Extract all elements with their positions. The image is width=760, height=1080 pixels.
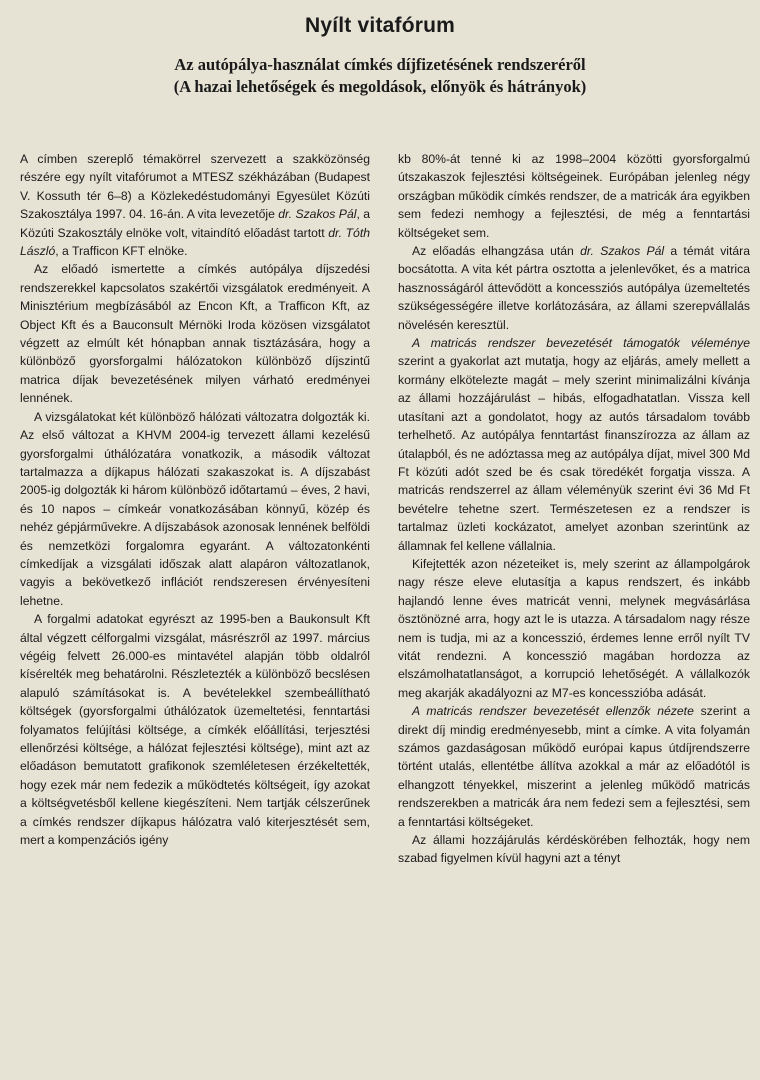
paragraph: Az előadó ismertette a címkés autópálya díjszedési rendszerekkel kapcsolatos szakértői vizsgálatok eredményeit. A Minisztérium megbízásából az Encon Kft, a Trafficon Kft, az Object Kft és a Bauconsult Mérnöki Iroda közösen vizsgálatot végzett az elmúlt két hónapban annak tisztázására, hogy a különböző gyorsforgalmi hálózatokon különböző díjszintű matrica díjak bevezetésének milyen várható eredményei lennének. xyxy=(20,262,370,406)
paragraph: A vizsgálatokat két különböző hálózati változatra dolgozták ki. Az első változat a KHVM 2004-ig tervezett állami kezelésű gyorsforgalmi úthálózatára vonatkozik, a második változat tartalmazza a díjkapus hálózati szakaszokat is. A díjszabást 2005-ig dolgozták ki három különböző időtartamú – éves, 2 havi, és 10 napos – címkeár vonatkozásában könnyű, közép és nehéz gépjárművekre. A díjszabások azonosak lennének belföldi és nemzetközi forgalomra egyaránt. A változatonkénti címkedíjak a vizsgálati időszak alatt alapáron változatlanok, vagyis a bekövetkező inflációt rendszeresen érvényesíteni lehetne. xyxy=(20,409,370,608)
left-column xyxy=(20,150,370,849)
paragraph: A címben szereplő témakörrel szervezett a szakközönség részére egy nyílt vitafórumot a MTESZ székházában (Budapest V. Kossuth tér 6–8) a Közlekedéstudományi Egyesület Közúti Szakosztálya 1997. 04. 16-án. A vita levezetője dr. Szakos Pál, a Közúti Szakosztály elnöke volt, vitaindító előadást tartott dr. Tóth László, a Trafficon KFT elnöke. xyxy=(20,152,371,259)
paragraph: A matricás rendszer bevezetését ellenzők nézete szerint a direkt díj mindig eredményesebb, mint a címke. A vita folyamán számos gazdaságosan működő európai kapus útdíjrendszerre történt utalás, ellentétbe állítva azokkal a már az előadótól is elhangzott tényekkel, miszerint a jelenleg működő matricás rendszerekben a matricák ára nem fedezi sem a fejlesztési, sem a fenntartási költségeket. xyxy=(398,704,750,829)
emphasis: A matricás rendszer bevezetését ellenzők nézete xyxy=(412,704,694,719)
article-title-line-1: Az autópálya-használat címkés díjfizetésének rendszeréről xyxy=(174,55,586,74)
article-title-line-2: (A hazai lehetőségek és megoldások, előnyök és hátrányok) xyxy=(173,77,587,96)
section-heading: Nyílt vitafórum xyxy=(304,14,456,37)
person-name: dr. Szakos Pál xyxy=(580,244,665,259)
paragraph: A matricás rendszer bevezetését támogatók véleménye szerint a gyakorlat azt mutatja, hogy az eljárás, amely mellett a kormány elkötelezte magát – mely szerint minimalizálni kívánja az állami hozzájárulást – hibás, elfogadhatatlan. Vissza kell utasítani azt a gondolatot, hogy az autós társadalom tovább terhelhető. Az autópálya fenntartást finanszírozza az állam az útalapból, és ne adóztassa meg az autópálya díjat, mivel 300 Md Ft közúti adót szed be és csak töredékét forgatja vissza. A matricás rendszerrel az állam véleményük szerint évi 36 Md Ft bevételre tehetne szert. Természetesen ez a rendszer is tartalmaz üzleti kockázatot, amelyet azonban szerintünk az államnak fel kellene vállalnia. xyxy=(398,336,750,553)
article-title xyxy=(60,54,700,98)
paragraph: A forgalmi adatokat egyrészt az 1995-ben a Baukonsult Kft által végzett célforgalmi vizsgálat, másrészről az 1997. március végéig felvett 26.000-es mintavétel alapján több oldalról kísérelték meg behatárolni. Részletezték a különböző becslésen alapuló számításokat is. A bevételekkel szembeállítható költségek (gyorsforgalmi úthálózatok üzemeltetési, fenntartási folyamatos felújítási költsége, a címkék előállítási, terjesztési ellenőrzési költsége, a hálózat fejlesztési költsége), mint azt az előadáson bemutatott grafikonok szemléletesen érzékeltették, hogy ezek már nem fedezik a működtetés költségeit, így azokat a költségvetésből kellene kiegészíteni. Nem tartják célszerűnek a címkés rendszer díjkapus hálózatra való kiterjesztését sem, mert a kompenzációs igény xyxy=(20,612,370,848)
emphasis: A matricás rendszer bevezetését támogatók véleménye xyxy=(412,336,750,351)
person-name: dr. Tóth László xyxy=(20,225,371,259)
paragraph: kb 80%-át tenné ki az 1998–2004 közötti gyorsforgalmú útszakaszok fejlesztési költségeinek. Európában jelenleg négy országban működik címkés rendszer, de a matricák ára egyikben sem fedezi nemhogy a fejlesztési, de még a fenntartási költségeket sem. xyxy=(398,152,750,240)
paragraph: Az állami hozzájárulás kérdéskörében felhozták, hogy nem szabad figyelmen kívül hagyni azt a tényt xyxy=(398,833,750,866)
paragraph: Kifejtették azon nézeteiket is, mely szerint az állampolgárok nagy része eleve elutasítja a kapus rendszert, és inkább hajlandó lenne éves matricát venni, melynek megvásárlása ösztönözné arra, hogy azt le is utazza. A társadalom nagy része nem is tudja, mi az a koncesszió, érdemes lenne erről nyílt TV vitát rendezni. A koncesszió magában hordozza az elszámolhatatlanságot, a korrupció lehetőségét. A vállalkozók meg akarják akadályozni az M7-es koncesszióba adását. xyxy=(398,556,750,700)
person-name: dr. Szakos Pál xyxy=(278,207,357,222)
paragraph: Az előadás elhangzása után dr. Szakos Pál a témát vitára bocsátotta. A vita két pártra osztotta a jelenlevőket, és a matrica hasznosságáról áttevődött a koncessziós autópálya üzemeltetés szükségességére illetve korlátozására, az állami szerepvállalás növelésén keresztül. xyxy=(398,244,751,332)
right-column xyxy=(398,150,750,868)
